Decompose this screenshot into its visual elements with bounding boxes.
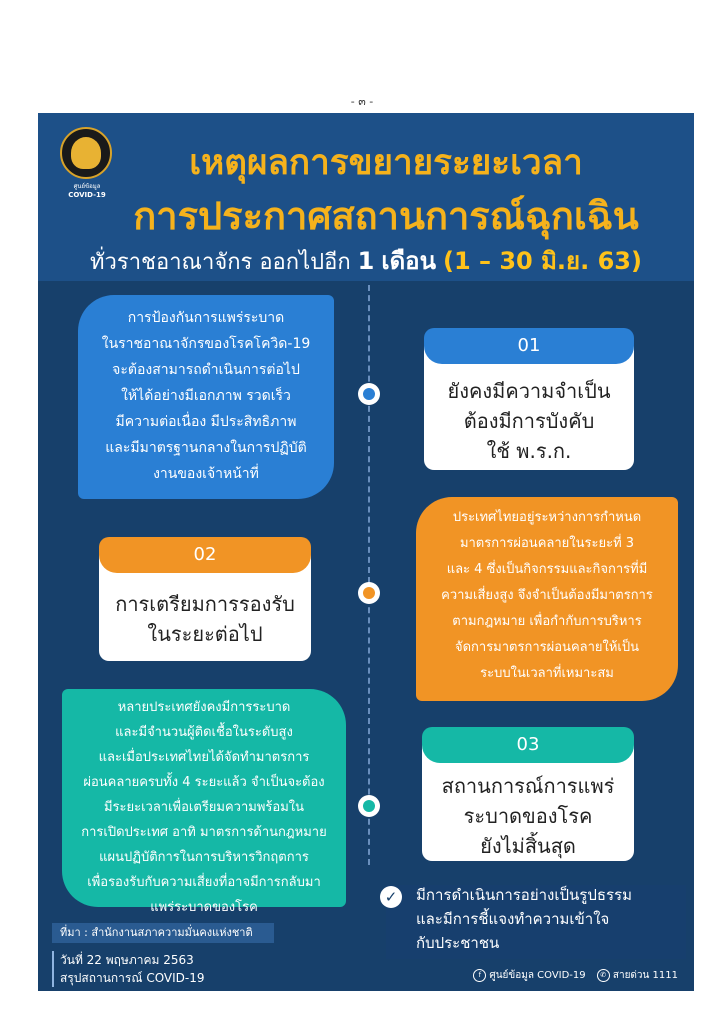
timeline-divider <box>368 285 370 865</box>
bubble-line: ผ่อนคลายครบทั้ง 4 ระยะแล้ว จำเป็นจะต้อง <box>83 775 325 790</box>
card-text <box>424 376 634 466</box>
bubble-line: ตามกฎหมาย เพื่อกำกับการบริหาร <box>452 614 642 629</box>
summary-label: สรุปสถานการณ์ COVID-19 <box>60 971 205 985</box>
date-text: วันที่ 22 พฤษภาคม 2563 <box>60 953 194 967</box>
hotline-label: สายด่วน 1111 <box>612 970 678 981</box>
card-number: 01 <box>424 328 634 364</box>
bubble-line: การเปิดประเทศ อาทิ มาตรการด้านกฎหมาย <box>81 825 327 840</box>
subtitle-range: (1 – 30 มิ.ย. 63) <box>442 247 642 275</box>
page-number: - ๓ - <box>350 95 374 108</box>
bubble-line: ระบบในเวลาที่เหมาะสม <box>480 666 614 681</box>
bubble-line: การป้องกันการแพร่ระบาด <box>127 310 285 326</box>
facebook-icon: f <box>473 969 486 982</box>
bubble-line: และ 4 ซึ่งเป็นกิจกรรมและกิจการที่มี <box>446 562 648 577</box>
card-text <box>422 771 634 861</box>
card-line: ยังไม่สิ้นสุด <box>480 834 576 858</box>
bubble-line: แผนปฏิบัติการในการบริหารวิกฤตการ <box>99 850 309 865</box>
emblem-label-top: ศูนย์ข้อมูล <box>73 183 101 190</box>
conclusion-text <box>416 883 688 955</box>
card-text <box>99 589 311 649</box>
conclusion-line: กับประชาชน <box>416 934 500 952</box>
card-line: ใช้ พ.ร.ก. <box>486 439 572 463</box>
reason-card-03 <box>422 735 634 861</box>
date-block <box>52 951 205 987</box>
timeline-dot-orange-icon <box>358 582 380 604</box>
contact-info <box>465 968 678 983</box>
bubble-line: มีระยะเวลาเพื่อเตรียมความพร้อมใน <box>103 800 305 815</box>
source-label: ที่มา : สำนักงานสภาความมั่นคงแห่งชาติ <box>52 923 274 943</box>
bubble-line: และมีจำนวนผู้ติดเชื้อในระดับสูง <box>115 725 293 740</box>
timeline-dot-teal-icon <box>358 795 380 817</box>
timeline-dot-blue-icon <box>358 383 380 405</box>
bubble-line: มีความต่อเนื่อง มีประสิทธิภาพ <box>115 414 297 430</box>
card-line: การเตรียมการรองรับ <box>115 592 295 616</box>
infographic-poster <box>38 113 694 991</box>
title-line-1: เหตุผลการขยายระยะเวลา <box>189 143 583 183</box>
bubble-line: หลายประเทศยังคงมีการระบาด <box>117 700 291 715</box>
bubble-line: มาตรการผ่อนคลายในระยะที่ 3 <box>459 536 635 551</box>
subtitle-prefix: ทั่วราชอาณาจักร ออกไปอีก <box>90 250 351 275</box>
card-line: ระบาดของโรค <box>463 804 593 828</box>
bubble-line: แพร่ระบาดของโรค <box>150 900 258 915</box>
conclusion-line: มีการดำเนินการอย่างเป็นรูปธรรม <box>416 886 632 904</box>
emblem-label-bottom: COVID-19 <box>68 191 106 199</box>
bubble-line: เพื่อรองรับกับความเสี่ยงที่อาจมีการกลับมา <box>87 875 321 890</box>
bubble-line: ประเทศไทยอยู่ระหว่างการกำหนด <box>452 510 642 525</box>
subtitle-unit: เดือน <box>381 247 436 275</box>
conclusion-line: และมีการชี้แจงทำความเข้าใจ <box>416 910 610 928</box>
bubble-line: และเมื่อประเทศไทยได้จัดทำมาตรการ <box>98 750 310 765</box>
reason-bubble-orange <box>416 497 678 701</box>
reason-bubble-blue <box>78 295 334 499</box>
bubble-line: ในราชอาณาจักรของโรคโควิด-19 <box>101 336 311 352</box>
bubble-line: ความเสี่ยงสูง จึงจำเป็นต้องมีมาตรการ <box>441 588 653 603</box>
reason-card-02 <box>99 545 311 661</box>
phone-icon: ✆ <box>597 969 610 982</box>
bubble-line: จะต้องสามารถดำเนินการต่อไป <box>112 362 300 378</box>
reason-bubble-teal <box>62 689 346 915</box>
header <box>38 113 694 281</box>
bubble-line: ให้ได้อย่างมีเอกภาพ รวดเร็ว <box>121 388 291 404</box>
subtitle-number: 1 <box>357 247 375 275</box>
card-line: ในระยะต่อไป <box>147 622 263 646</box>
facebook-label: ศูนย์ข้อมูล COVID-19 <box>489 970 586 981</box>
reason-card-01 <box>424 336 634 470</box>
bubble-line: งานของเจ้าหน้าที่ <box>153 466 259 482</box>
title-line-2: การประกาศสถานการณ์ฉุกเฉิน <box>133 194 639 238</box>
checkmark-icon: ✓ <box>380 886 402 908</box>
card-number: 03 <box>422 727 634 763</box>
card-line: ยังคงมีความจำเป็น <box>447 379 611 403</box>
subtitle <box>38 241 694 280</box>
card-line: ต้องมีการบังคับ <box>463 409 595 433</box>
bubble-line: จัดการมาตรการผ่อนคลายให้เป็น <box>454 640 640 655</box>
card-line: สถานการณ์การแพร่ <box>441 774 615 798</box>
bubble-line: และมีมาตรฐานกลางในการปฏิบัติ <box>105 440 307 456</box>
card-number: 02 <box>99 537 311 573</box>
